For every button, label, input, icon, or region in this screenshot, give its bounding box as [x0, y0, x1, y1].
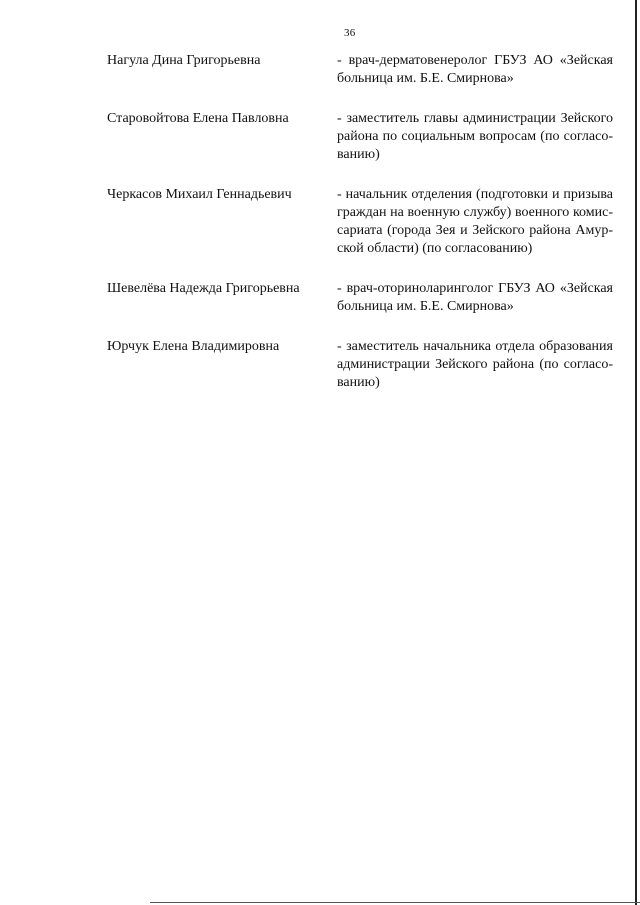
list-item — [107, 52, 613, 88]
list-item — [107, 338, 613, 392]
list-item — [107, 110, 613, 164]
member-role-line: - врач-дерматовенеролог ГБУЗ АО «Зейская — [337, 53, 613, 68]
member-role-line: ванию) — [337, 375, 380, 390]
member-role-line: администрации Зейского района (по согласо- — [337, 357, 613, 372]
member-role-line: района по социальным вопросам (по согласо- — [337, 129, 613, 144]
member-role — [337, 338, 613, 392]
member-name: Шевелёва Надежда Григорьевна — [107, 281, 300, 296]
member-role — [337, 186, 613, 258]
member-role-line: сариата (города Зея и Зейского района Амур- — [337, 223, 613, 238]
member-role-line: - заместитель главы администрации Зейского — [337, 111, 613, 126]
member-role — [337, 280, 613, 316]
member-role-line: ванию) — [337, 147, 380, 162]
member-name: Нагула Дина Григорьевна — [107, 53, 261, 68]
members-list — [107, 52, 613, 414]
member-role-line: больница им. Б.Е. Смирнова» — [337, 299, 514, 314]
member-role-line: ской области) (по согласованию) — [337, 241, 533, 256]
page-number: 36 — [344, 27, 356, 39]
list-item — [107, 186, 613, 258]
member-role-line: - заместитель начальника отдела образования — [337, 339, 613, 354]
scan-edge-bottom — [150, 902, 640, 903]
member-role — [337, 52, 613, 88]
member-role-line: граждан на военную службу) военного комис- — [337, 205, 613, 220]
scan-edge-right — [635, 0, 637, 905]
member-role — [337, 110, 613, 164]
member-role-line: - начальник отделения (подготовки и призыва — [337, 187, 613, 202]
member-role-line: больница им. Б.Е. Смирнова» — [337, 71, 514, 86]
member-role-line: - врач-оториноларинголог ГБУЗ АО «Зейская — [337, 281, 613, 296]
member-name: Черкасов Михаил Геннадьевич — [107, 187, 292, 202]
member-name: Юрчук Елена Владимировна — [107, 339, 280, 354]
member-name: Старовойтова Елена Павловна — [107, 111, 289, 126]
list-item — [107, 280, 613, 316]
